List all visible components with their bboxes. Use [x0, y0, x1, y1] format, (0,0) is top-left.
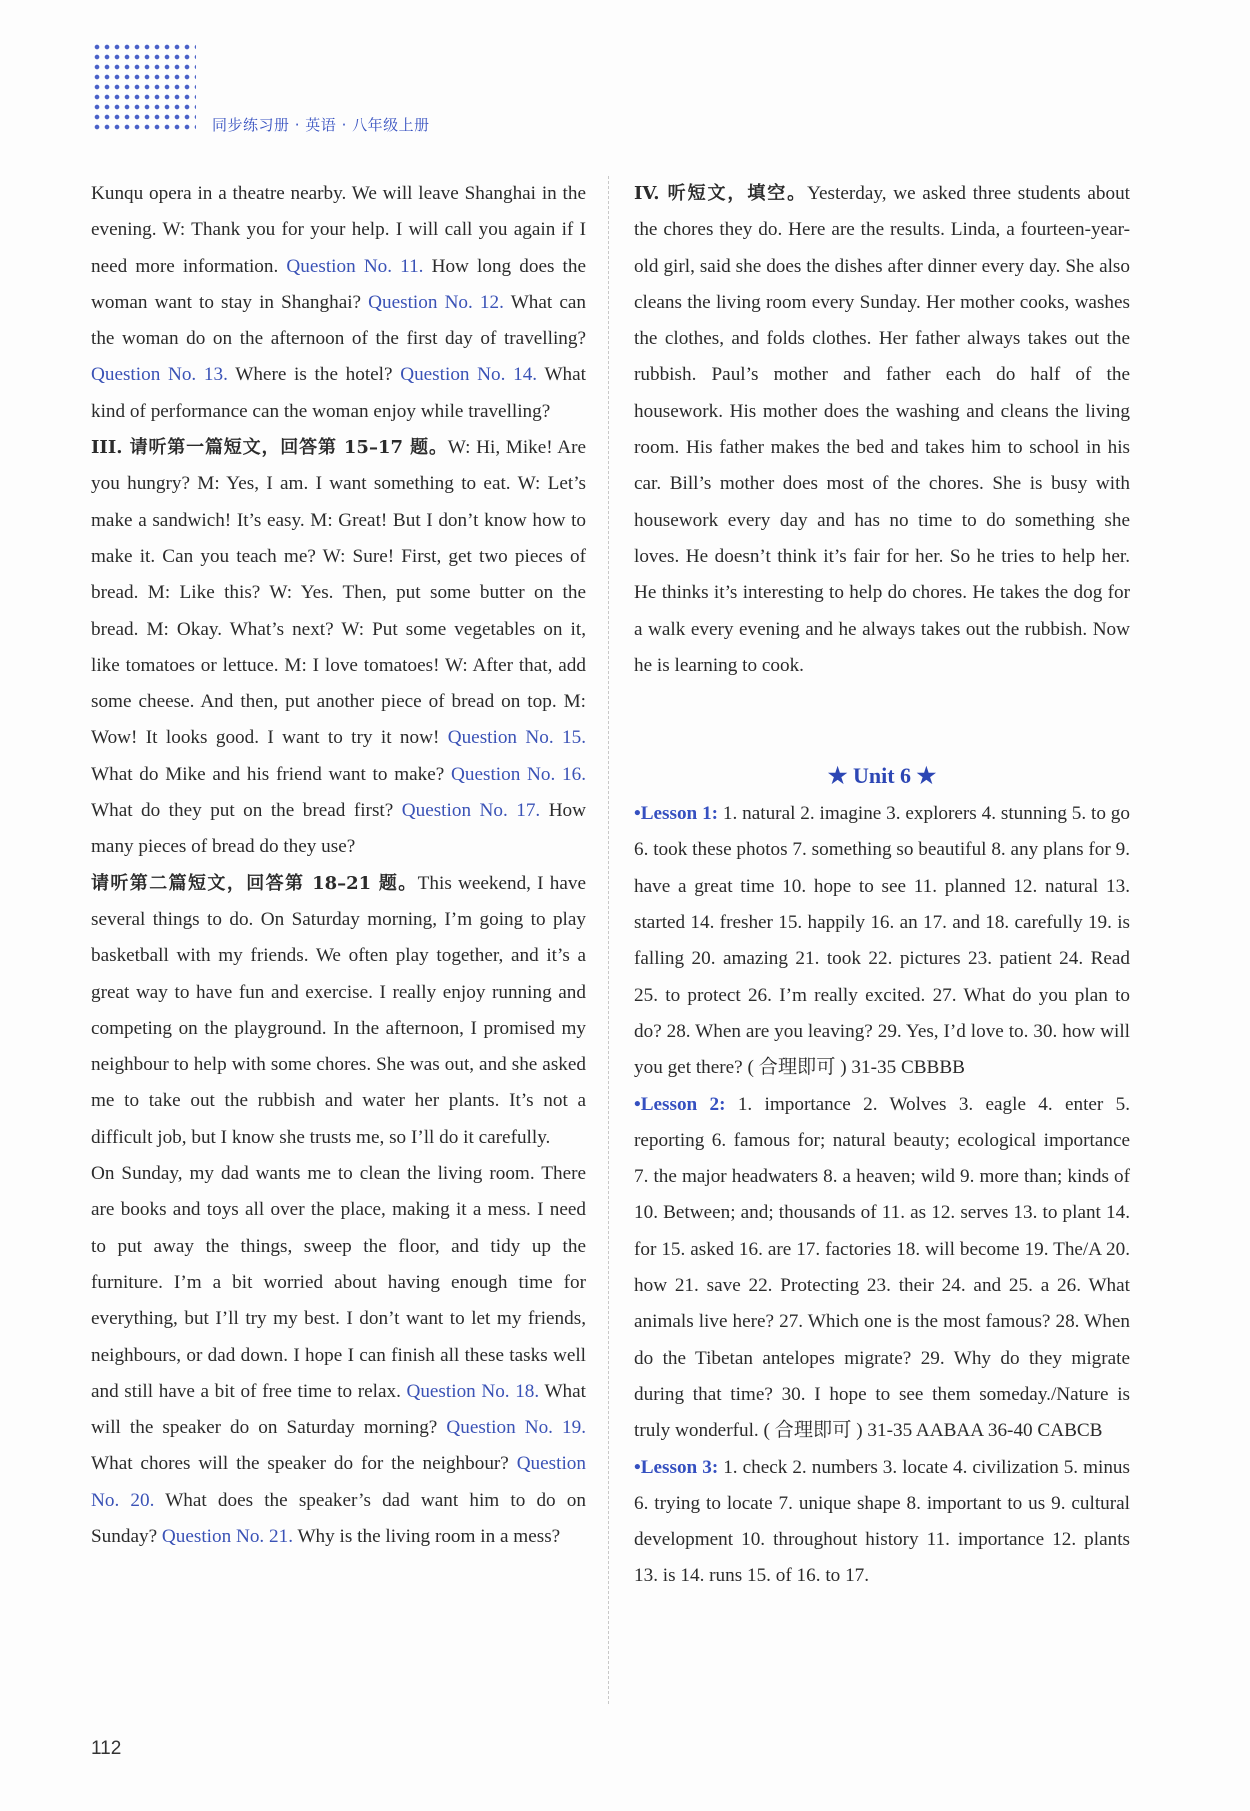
paragraph-chores-passage: [634, 176, 1130, 684]
text: Yesterday, we asked three students about the chores they do. Here are the results. Linda, a fourteen-year-old girl, said she does the dishes after dinner every day. She also cleans the living room every Sunday. Her mother cooks, washes the clothes, and folds clothes. Her father always takes out the rubbish. Paul’s mother and father each do half of the housework. His mother does the washing and cleans the living room. His father makes the bed and takes him to school in his car. Bill’s mother does most of the chores. She is busy with housework every day and has no time to do something she loves. He doesn’t think it’s fair for her. So he tries to help her. He thinks it’s interesting to help do chores. He takes the dog for a walk every evening and he always takes out the rubbish. Now he is learning to cook.: [634, 183, 1130, 676]
text: What chores will the speaker do for the neighbour?: [91, 1453, 517, 1475]
text: Where is the hotel?: [227, 364, 401, 386]
text: Why is the living room in a mess?: [293, 1525, 561, 1547]
text: How many pieces of bread do they use?: [91, 800, 586, 858]
answer-text: 1. importance 2. Wolves 3. eagle 4. enter 5. reporting 6. famous for; natural beauty; ecological importance 7. the major headwaters 8. a heaven; wild 9. more than; kinds of 10. Between; and; thousands of 11. as 12. serves 13. to plant 14. for 15. asked 16. are 17. factories 18. will become 19. The/A 20. how 21. save 22. Protecting 23. their 24. and 25. a 26. What animals live here? 27. Which one is the most famous? 28. When do the Tibetan antelopes migrate? 29. Why do they migrate during that time? 30. I hope to see them someday./Nature is truly wonderful. ( 合理即可 ) 31-35 AABAA 36-40 CABCB: [634, 1093, 1130, 1442]
section-heading: III. 请听第一篇短文，回答第 15–17 题。: [91, 437, 448, 459]
paragraph-travel-dialogue: [91, 176, 586, 430]
question-label: Question No. 12.: [368, 291, 504, 313]
question-label: Question No. 15.: [447, 727, 587, 749]
text: What do Mike and his friend want to make?: [91, 763, 452, 785]
page-number: 112: [91, 1738, 122, 1759]
question-label: Question No. 20.: [91, 1453, 586, 1511]
header-title: 同步练习册 · 英语 · 八年级上册: [212, 116, 430, 134]
paragraph-weekend-saturday: [91, 866, 586, 1156]
unit-heading: ★ Unit 6 ★: [827, 763, 937, 789]
text: What will the speaker do on Saturday morning?: [91, 1380, 586, 1439]
text: On Sunday, my dad wants me to clean the living room. There are books and toys all over the place, making it a mess. I need to put away the things, sweep the floor, and tidy up the furniture. I’m a bit worried about having enough time for everything, but I’ll try my best. I don’t want to let my friends, neighbours, or dad down. I hope I can finish all these tasks well and still have a bit of free time to relax.: [91, 1163, 586, 1402]
right-column: [634, 176, 1130, 1595]
paragraph-sandwich-dialogue: [91, 430, 586, 866]
text: What can the woman do on the afternoon of the first day of travelling?: [91, 291, 586, 350]
lesson-3-answers: [634, 1450, 1130, 1595]
question-label: Question No. 19.: [446, 1417, 586, 1439]
text: What kind of performance can the woman enjoy while travelling?: [91, 364, 586, 422]
question-label: Question No. 14.: [400, 364, 538, 386]
lesson-label: •Lesson 2:: [634, 1093, 726, 1115]
header-dot-pattern: [92, 42, 196, 130]
answer-text: 1. natural 2. imagine 3. explorers 4. stunning 5. to go 6. took these photos 7. something so beautiful 8. any plans for 9. have a great time 10. hope to see 11. planned 12. natural 13. started 14. fresher 15. happily 16. an 17. and 18. carefully 19. is falling 20. amazing 21. took 22. pictures 23. patient 24. Read 25. to protect 26. I’m really excited. 27. What do you plan to do? 28. When are you leaving? 29. Yes, I’d love to. 30. how will you get there? ( 合理即可 ) 31-35 CBBBB: [634, 803, 1130, 1079]
question-label: Question No. 21.: [161, 1525, 293, 1547]
answer-text: 1. check 2. numbers 3. locate 4. civilization 5. minus 6. trying to locate 7. unique shape 8. important to us 9. cultural development 10. throughout history 11. importance 12. plants 13. is 14. runs 15. of 16. to 17.: [634, 1456, 1130, 1587]
lesson-label: •Lesson 1:: [634, 803, 719, 825]
question-label: Question No. 18.: [406, 1380, 540, 1402]
question-label: Question No. 11.: [286, 255, 424, 277]
section-heading: IV. 听短文，填空。: [634, 183, 808, 204]
paragraph-weekend-sunday: [91, 1156, 586, 1555]
text: What do they put on the bread first?: [91, 800, 402, 822]
text: What does the speaker’s dad want him to do on Sunday?: [91, 1489, 586, 1547]
question-label: Question No. 16.: [451, 763, 586, 785]
text: This weekend, I have several things to do. On Saturday morning, I’m going to play basketball with my friends. We often play together, and it’s a great way to have fun and exercise. I really enjoy running and competing on the playground. In the afternoon, I promised my neighbour to help with some chores. She was out, and she asked me to take out the rubbish and water her plants. It’s not a difficult job, but I know she trusts me, so I’ll do it carefully.: [91, 872, 586, 1148]
text: How long does the woman want to stay in Shanghai?: [91, 255, 586, 313]
lesson-2-answers: [634, 1087, 1130, 1450]
lesson-1-answers: [634, 796, 1130, 1086]
question-label: Question No. 13.: [91, 364, 228, 386]
text: Kunqu opera in a theatre nearby. We will leave Shanghai in the evening. W: Thank you for your help. I will call you again if I need more information.: [91, 183, 586, 277]
left-column: [91, 176, 586, 1555]
question-label: Question No. 17.: [401, 800, 541, 822]
column-divider: [608, 176, 609, 1704]
text: W: Hi, Mike! Are you hungry? M: Yes, I am. I want something to eat. W: Let’s make a sandwich! It’s easy. M: Great! But I don’t know how to make it. Can you teach me? W: Sure! First, get two pieces of bread. M: Like this? W: Yes. Then, put some butter on the bread. M: Okay. What’s next? W: Put some vegetables on it, like tomatoes or lettuce. M: I love tomatoes! W: After that, add some cheese. And then, put another piece of bread on top. M: Wow! It looks good. I want to try it now!: [91, 437, 586, 749]
lesson-label: •Lesson 3:: [634, 1456, 719, 1478]
section-heading: 请听第二篇短文，回答第 18–21 题。: [91, 872, 418, 894]
